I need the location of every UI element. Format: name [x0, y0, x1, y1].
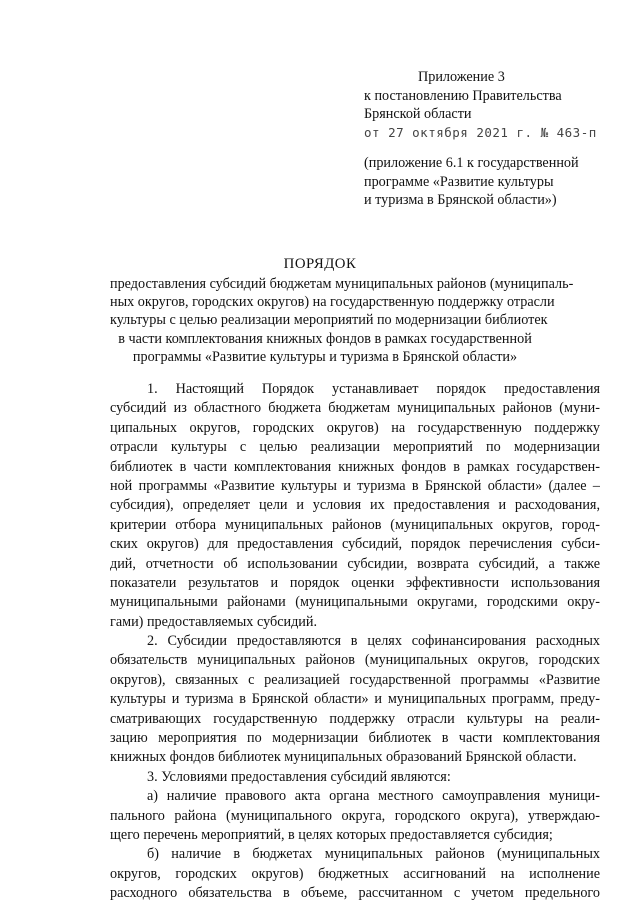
annex-note-line: программе «Развитие культуры [364, 173, 554, 190]
paragraph-3b-line: округов, городских округов) бюджетных ассигнований на исполнение [110, 865, 600, 882]
paragraph-1-line: ципальных округов, городских округов) на государственную поддержку [110, 419, 600, 436]
paragraph-3-line: 3. Условиями предоставления субсидий являются: [147, 768, 451, 785]
annex-note-line: (приложение 6.1 к государственной [364, 155, 579, 171]
paragraph-1-line: показатели результатов и порядок оценки эффективности использования [110, 574, 600, 591]
paragraph-1-line: библиотек в части комплектования книжных фондов в рамках государствен- [110, 458, 600, 475]
paragraph-1-line: субсидий из областного бюджета бюджетам муниципальных районов (муни- [110, 400, 600, 417]
paragraph-2-line: зацию мероприятия по модернизации библиотек в части комплектования [110, 730, 600, 747]
annex-note-line: и туризма в Брянской области») [364, 192, 557, 209]
paragraph-1-line: гами) предоставляемых субсидий. [110, 613, 318, 630]
subtitle-line: культуры с целью реализации мероприятий по модернизации библиотек [110, 312, 548, 329]
paragraph-1-line: субсидия), определяет цели и условия их предоставления и расходования, [110, 497, 600, 514]
document-subtitle [110, 275, 574, 366]
paragraph-3a-line: а) наличие правового акта органа местного самоуправления муници- [147, 788, 600, 805]
subtitle-line: в части комплектования книжных фондов в рамках государственной [118, 330, 532, 347]
paragraph-3a-line: пального района (муниципального округа, городского округа), утверждаю- [110, 807, 600, 824]
annex-number: Приложение 3 [418, 69, 505, 85]
paragraph-1-line: отрасли культуры с целью реализации мероприятий по модернизации [110, 439, 600, 456]
paragraph-1-line: ной программы «Развитие культуры и туризма в Брянской области» (далее – [110, 477, 600, 494]
annex-header [364, 68, 624, 142]
annex-region: Брянской области [364, 106, 472, 123]
paragraph-2-line: округов), связанных с реализацией государственной программы «Развитие [110, 671, 600, 688]
paragraph-3b-line: б) наличие в бюджетах муниципальных районов (муниципальных [147, 846, 600, 863]
paragraph-3a-line: щего перечень мероприятий, в целях которых предоставляется субсидия; [110, 826, 553, 843]
annex-note [364, 154, 624, 210]
paragraph-2-line: книжных фондов библиотек муниципальных образований Брянской области. [110, 749, 577, 766]
paragraph-1-line: критерии отбора муниципальных районов (муниципальных округов, город- [110, 516, 600, 533]
paragraph-1-line: дий, отчетности об использовании субсидии, возврата субсидий, а также [110, 555, 600, 572]
paragraph-2-line: обязательств муниципальных районов (муниципальных округов, городских [110, 652, 600, 669]
paragraph-1-line: муниципальными районами (муниципальными округами, городскими окру- [110, 594, 600, 611]
document-title: ПОРЯДОК [283, 256, 357, 272]
annex-reference: к постановлению Правительства [364, 87, 562, 104]
paragraph-1-line: 1. Настоящий Порядок устанавливает порядок предоставления [147, 381, 600, 397]
paragraph-3b-line: расходного обязательства в объеме, рассчитанном с учетом предельного [110, 885, 600, 902]
subtitle-line: программы «Развитие культуры и туризма в Брянской области» [132, 348, 518, 365]
annex-date-number: от 27 октября 2021 г. № 463-п [364, 124, 597, 140]
paragraph-2-line: 2. Субсидии предоставляются в целях софинансирования расходных [147, 633, 600, 650]
paragraph-1-line: ских округов) для предоставления субсидий, порядок перечисления субси- [110, 536, 600, 553]
subtitle-line: предоставления субсидий бюджетам муниципальных районов (муниципаль- [110, 276, 574, 292]
paragraph-2-line: сматривающих государственную поддержку отрасли культуры на реали- [110, 710, 600, 727]
subtitle-line: ных округов, городских округов) на государственную поддержку отрасли [110, 294, 555, 311]
document-body [110, 380, 600, 904]
paragraph-2-line: культуры и туризма в Брянской области» и муниципальных программ, преду- [110, 691, 600, 708]
